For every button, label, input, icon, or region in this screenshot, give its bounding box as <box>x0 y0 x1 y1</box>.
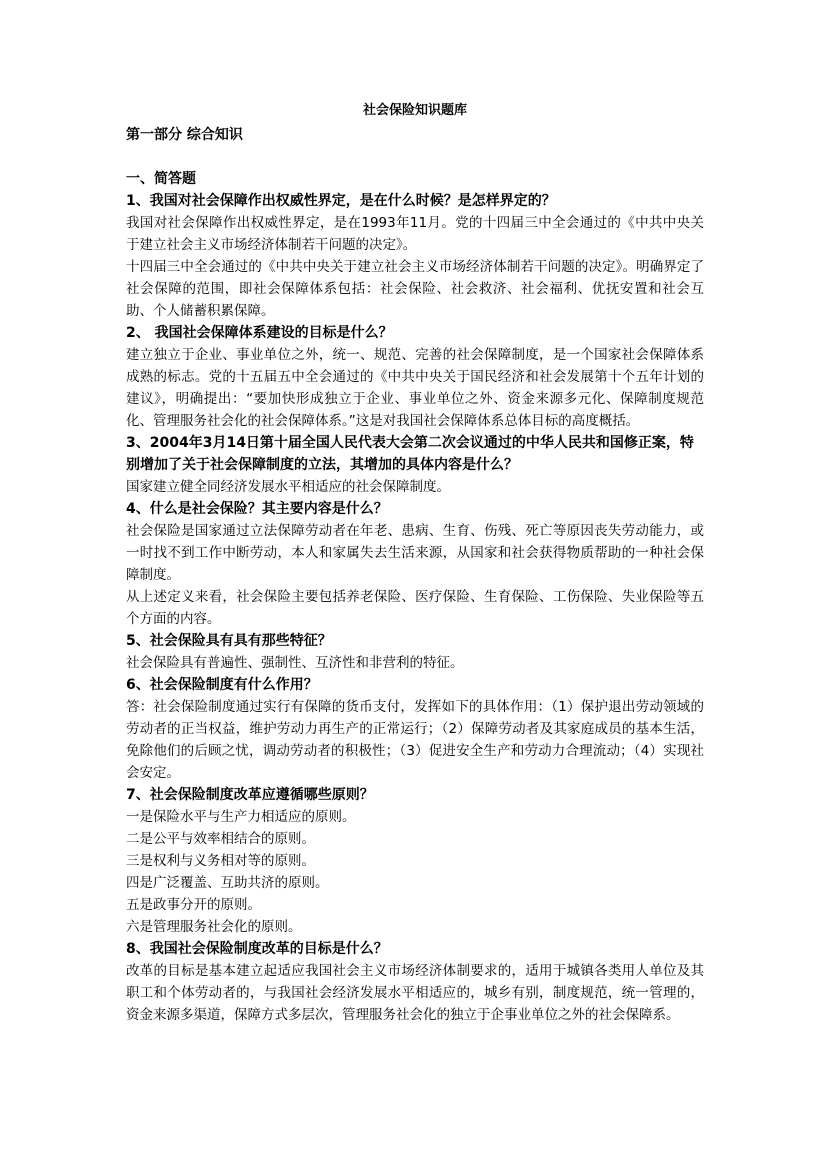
answer-paragraph: 社会保险具有普遍性、强制性、互济性和非营利的特征。 <box>126 655 464 671</box>
answer-paragraph: 社会保险是国家通过立法保障劳动者在年老、患病、生育、伤残、死亡等原因丧失劳动能力，或一时找不到工作中断劳动，本人和家属失去生活来源，从国家和社会获得物质帮助的一种社会保障制度。 <box>126 523 704 583</box>
answer-paragraph: 国家建立健全同经济发展水平相适应的社会保障制度。 <box>126 479 450 495</box>
answer-paragraph: 改革的目标是基本建立起适应我国社会主义市场经济体制要求的，适用于城镇各类用人单位及其职工和个体劳动者的，与我国社会经济发展水平相适应的，城乡有别，制度规范，统一管理的，资金来源多渠道，保障方式多层次，管理服务社会化的独立于企事业单位之外的社会保障系。 <box>126 963 704 1023</box>
question-block-3 <box>126 432 704 498</box>
question-block-4 <box>126 498 704 630</box>
question-heading: 5、社会保险具有具有那些特征？ <box>126 633 332 649</box>
part-heading: 第一部分 综合知识 <box>126 127 243 143</box>
answer-line: 四是广泛覆盖、互助共济的原则。 <box>126 875 329 891</box>
answer-paragraph: 答：社会保险制度通过实行有保障的货币支付，发挥如下的具体作用：（1）保护退出劳动领域的劳动者的正当权益，维护劳动力再生产的正常运行；（2）保障劳动者及其家庭成员的基本生活，免除他们的后顾之忧，调动劳动者的积极性；（3）促进安全生产和劳动力合理流动；（4）实现社会安定。 <box>126 699 704 781</box>
question-heading: 7、社会保险制度改革应遵循哪些原则？ <box>126 787 374 803</box>
answer-paragraph: 从上述定义来看，社会保险主要包括养老保险、医疗保险、生育保险、工伤保险、失业保险等五个方面的内容。 <box>126 589 704 627</box>
document-title: 社会保险知识题库 <box>362 103 467 118</box>
answer-line: 五是政事分开的原则。 <box>126 897 261 913</box>
answer-paragraph: 十四届三中全会通过的《中共中央关于建立社会主义市场经济体制若干问题的决定》。明确界定了社会保障的范围，即社会保障体系包括：社会保险、社会救济、社会福利、优抚安置和社会互助、个人储蓄积累保障。 <box>126 259 704 319</box>
question-block-2 <box>126 322 704 432</box>
document-page <box>126 100 704 1026</box>
question-block-5 <box>126 630 704 674</box>
answer-line: 六是管理服务社会化的原则。 <box>126 919 302 935</box>
question-heading: 3、2004年3月14日第十届全国人民代表大会第二次会议通过的中华人民共和国修正案，特别增加了关于社会保障制度的立法，其增加的具体内容是什么？ <box>126 435 694 473</box>
question-heading: 4、什么是社会保险？其主要内容是什么？ <box>126 501 388 517</box>
answer-paragraph: 我国对社会保障作出权威性界定，是在1993年11月。党的十四届三中全会通过的《中共中央关于建立社会主义市场经济体制若干问题的决定》。 <box>126 215 704 253</box>
question-heading: 1、我国对社会保障作出权威性界定，是在什么时候？是怎样界定的？ <box>126 193 556 209</box>
answer-line: 三是权利与义务相对等的原则。 <box>126 853 315 869</box>
section-heading: 一、简答题 <box>126 171 196 187</box>
question-heading: 6、社会保险制度有什么作用？ <box>126 677 318 693</box>
question-block-7 <box>126 784 704 938</box>
question-heading: 8、我国社会保险制度改革的目标是什么？ <box>126 941 388 957</box>
question-block-6 <box>126 674 704 784</box>
answer-paragraph: 建立独立于企业、事业单位之外，统一、规范、完善的社会保障制度，是一个国家社会保障体系成熟的标志。党的十五届五中全会通过的《中共中央关于国民经济和社会发展第十个五年计划的建议》，明确提出：“要加快形成独立于企业、事业单位之外、资金来源多元化、保障制度规范化、管理服务社会化的社会保障体系。”这是对我国社会保障体系总体目标的高度概括。 <box>126 347 704 429</box>
answer-line: 二是公平与效率相结合的原则。 <box>126 831 315 847</box>
question-block-8 <box>126 938 704 1026</box>
question-block-1 <box>126 190 704 322</box>
question-heading: 2、 我国社会保障体系建设的目标是什么？ <box>126 325 393 341</box>
answer-line: 一是保险水平与生产力相适应的原则。 <box>126 809 356 825</box>
